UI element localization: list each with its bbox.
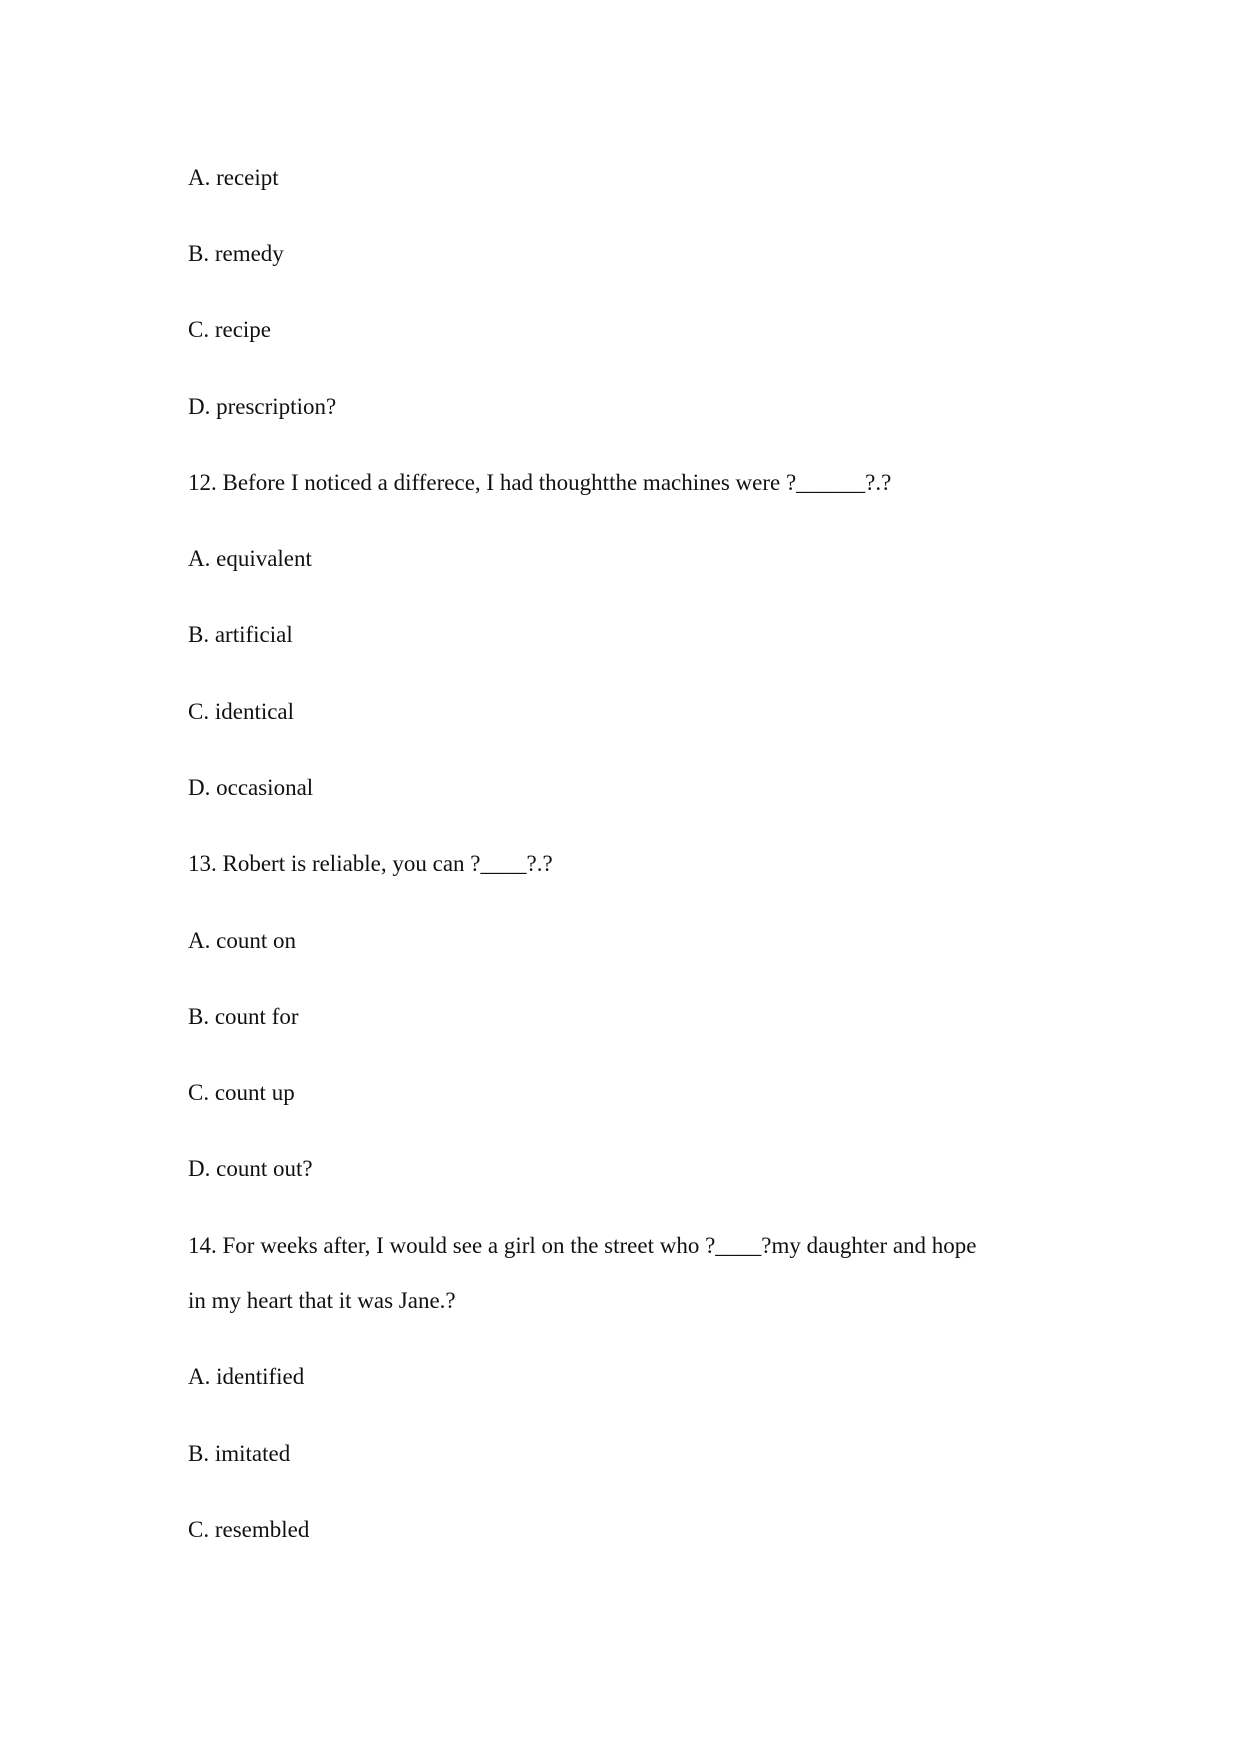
q12-option-d: D. occasional [188,775,314,800]
q14-question-line-1: 14. For weeks after, I would see a girl on the street who ?____?my daughter and hope [188,1233,977,1258]
q11-option-c: C. recipe [188,317,272,342]
q11-option-b: B. remedy [188,241,284,266]
q14-option-b: B. imitated [188,1441,291,1466]
q13-option-c: C. count up [188,1080,295,1105]
q13-option-d: D. count out? [188,1156,313,1181]
q13-option-a: A. count on [188,928,296,953]
q11-option-d: D. prescription? [188,394,337,419]
q13-option-b: B. count for [188,1004,299,1029]
q14-question-line-2: in my heart that it was Jane.? [188,1288,456,1313]
q12-question: 12. Before I noticed a differece, I had thoughtthe machines were ?______?.? [188,470,892,495]
q12-option-b: B. artificial [188,622,293,647]
q13-question: 13. Robert is reliable, you can ?____?.? [188,851,553,876]
q14-option-c: C. resembled [188,1517,310,1542]
q12-option-c: C. identical [188,699,295,724]
q12-option-a: A. equivalent [188,546,312,571]
q14-option-a: A. identified [188,1364,305,1389]
q11-option-a: A. receipt [188,165,279,190]
